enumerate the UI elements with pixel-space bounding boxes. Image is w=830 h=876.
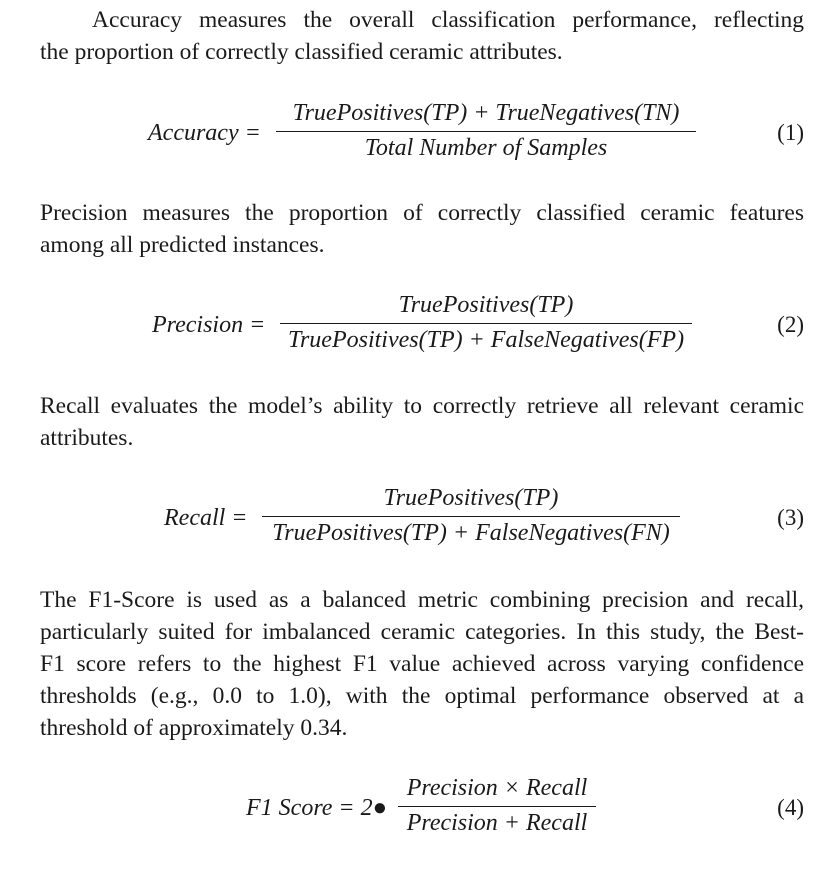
- equation-numerator: Precision × Recall: [406, 775, 588, 801]
- text-line: among all predicted instances.: [40, 232, 325, 258]
- equation-number: (1): [777, 120, 804, 145]
- text-line: thresholds (e.g., 0.0 to 1.0), with the optimal performance observed at a: [40, 683, 804, 709]
- equation-numerator: TruePositives(TP) + TrueNegatives(TN): [292, 100, 680, 126]
- text-line: The F1-Score is used as a balanced metric combining precision and recall,: [40, 587, 804, 613]
- text-line: attributes.: [40, 425, 134, 451]
- equation-fraction: [262, 485, 680, 547]
- text-line: Precision measures the proportion of correctly classified ceramic features: [40, 200, 804, 226]
- fraction-bar: [398, 806, 596, 807]
- fraction-bar: [276, 131, 696, 132]
- equation-lhs: Precision =: [152, 312, 266, 338]
- accuracy-paragraph: [40, 4, 804, 68]
- equation-fraction: [280, 292, 692, 354]
- text-line: Recall evaluates the model’s ability to correctly retrieve all relevant ceramic: [40, 393, 804, 419]
- equation-fraction: [276, 100, 696, 162]
- fraction-bar: [262, 516, 680, 517]
- precision-paragraph: [40, 197, 804, 261]
- text-line: Accuracy measures the overall classification performance, reflecting: [92, 7, 804, 33]
- equation-fraction: [398, 775, 596, 837]
- text-line: the proportion of correctly classified ceramic attributes.: [40, 39, 563, 65]
- text-line: F1 score refers to the highest F1 value achieved across varying confidence: [40, 651, 804, 677]
- equation-numerator: TruePositives(TP): [398, 292, 574, 318]
- equation-denominator: Precision + Recall: [406, 810, 588, 836]
- text-line: particularly suited for imbalanced ceramic categories. In this study, the Best-: [40, 619, 804, 645]
- text-line: threshold of approximately 0.34.: [40, 715, 348, 741]
- equation-lhs: Accuracy =: [148, 120, 261, 146]
- fraction-bar: [280, 323, 692, 324]
- equation-denominator: Total Number of Samples: [364, 135, 608, 161]
- equation-number: (3): [777, 505, 804, 530]
- f1-paragraph: [40, 584, 804, 744]
- equation-denominator: TruePositives(TP) + FalseNegatives(FN): [272, 520, 670, 546]
- equation-lhs: F1 Score = 2●: [246, 795, 388, 821]
- recall-paragraph: [40, 390, 804, 454]
- equation-lhs: Recall =: [164, 505, 248, 531]
- equation-denominator: TruePositives(TP) + FalseNegatives(FP): [287, 327, 685, 353]
- equation-number: (4): [777, 795, 804, 820]
- equation-numerator: TruePositives(TP): [383, 485, 559, 511]
- equation-number: (2): [777, 312, 804, 337]
